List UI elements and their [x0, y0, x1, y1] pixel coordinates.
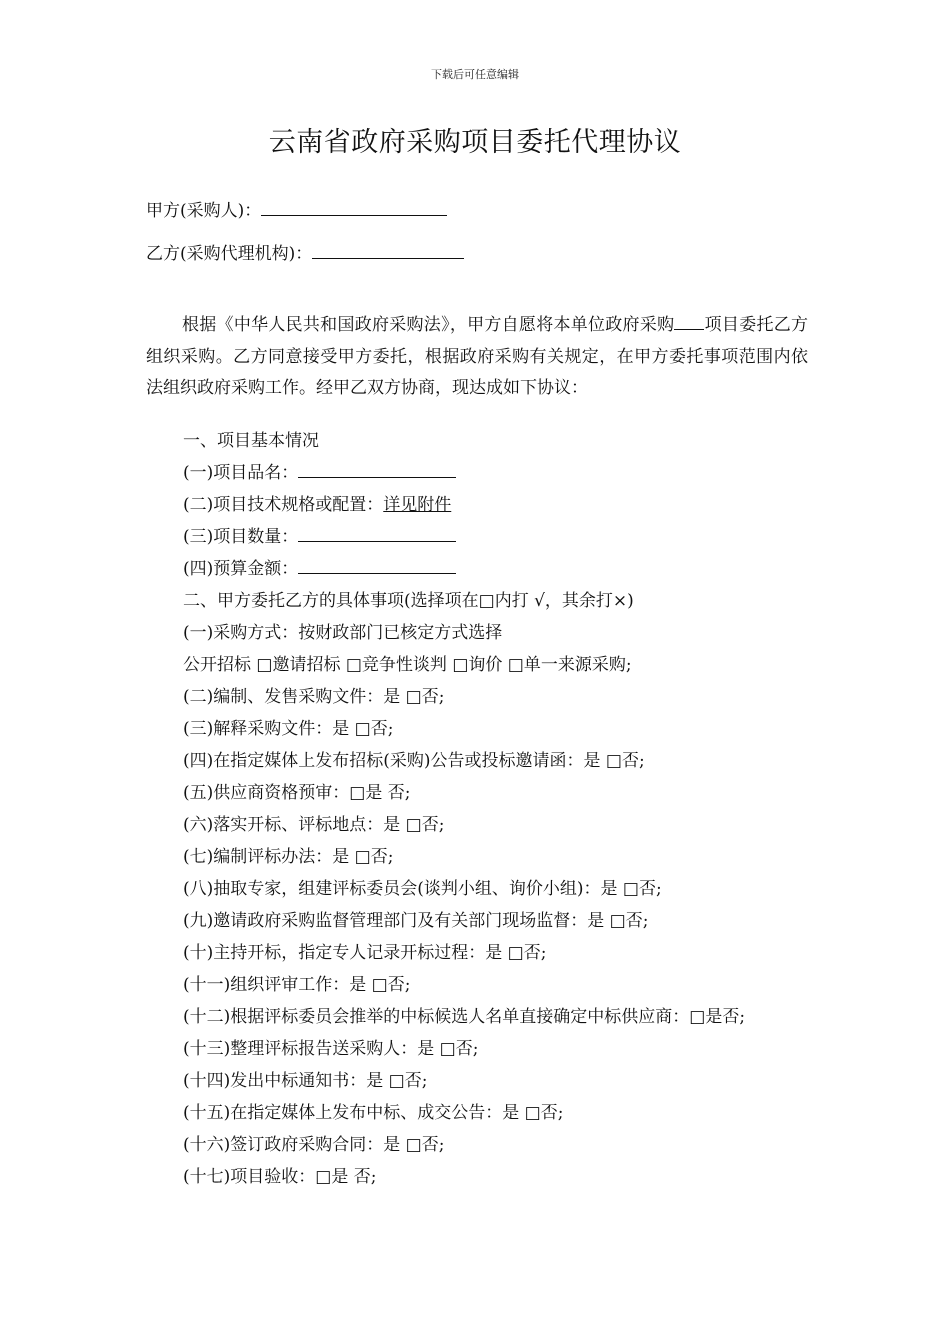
quantity-label: (三)项目数量：	[183, 527, 299, 547]
item-3-line[interactable]: (三)解释采购文件：是 □否;	[183, 719, 394, 739]
item-12-line[interactable]: (十二)根据评标委员会推举的中标候选人名单直接确定中标供应商：□是否;	[183, 1007, 746, 1027]
item-2-line[interactable]: (二)编制、发售采购文件：是 □否;	[183, 687, 445, 707]
party-a	[146, 196, 447, 221]
budget-blank[interactable]	[298, 557, 456, 574]
attachment-link[interactable]: 详见附件	[383, 495, 452, 515]
intro-text-1: 根据《中华人民共和国政府采购法》，甲方自愿将本单位政府采购	[182, 315, 675, 335]
procurement-method-line: (一)采购方式：按财政部门已核定方式选择	[183, 623, 503, 643]
budget-line	[146, 553, 808, 585]
item-7-line[interactable]: (七)编制评标办法：是 □否;	[183, 847, 394, 867]
quantity-line	[146, 521, 808, 553]
party-b-blank[interactable]	[312, 242, 464, 259]
item-5-line[interactable]: (五)供应商资格预审：□是 否;	[183, 783, 411, 803]
intro-text-2: 项目委托乙方组织采购。乙方同意接受甲方委托，根据政府采购有关规定，在甲方委托事项范围内依法组织政府采购工作。经甲乙双方协商，现达成如下协议：	[146, 315, 809, 398]
intro-paragraph	[146, 310, 808, 405]
item-17-line[interactable]: (十七)项目验收：□是 否;	[183, 1167, 377, 1187]
item-10-line[interactable]: (十)主持开标，指定专人记录开标过程：是 □否;	[183, 943, 547, 963]
item-8-line[interactable]: (八)抽取专家，组建评标委员会(谈判小组、询价小组)：是 □否;	[183, 879, 662, 899]
document-title: 云南省政府采购项目委托代理协议	[268, 127, 682, 158]
item-4-line[interactable]: (四)在指定媒体上发布招标(采购)公告或投标邀请函：是 □否;	[183, 751, 645, 771]
party-a-label: 甲方(采购人)：	[146, 201, 262, 221]
party-a-blank[interactable]	[261, 199, 447, 216]
agreement-body	[146, 425, 808, 1193]
party-b	[146, 239, 464, 264]
section-1-heading: 一、项目基本情况	[183, 431, 319, 451]
item-name-label: (一)项目品名：	[183, 463, 299, 483]
item-13-line[interactable]: (十三)整理评标报告送采购人：是 □否;	[183, 1039, 479, 1059]
item-11-line[interactable]: (十一)组织评审工作：是 □否;	[183, 975, 411, 995]
item-name-blank[interactable]	[298, 461, 456, 478]
quantity-blank[interactable]	[298, 525, 456, 542]
section-2-heading: 二、甲方委托乙方的具体事项(选择项在□内打 √，其余打×)	[183, 591, 634, 611]
item-9-line[interactable]: (九)邀请政府采购监督管理部门及有关部门现场监督：是 □否;	[183, 911, 649, 931]
spec-label: (二)项目技术规格或配置：	[183, 495, 384, 515]
spec-line	[146, 489, 808, 521]
budget-label: (四)预算金额：	[183, 559, 299, 579]
item-6-line[interactable]: (六)落实开标、评标地点：是 □否;	[183, 815, 445, 835]
party-b-label: 乙方(采购代理机构)：	[146, 244, 313, 264]
header-note: 下载后可任意编辑	[431, 68, 519, 81]
intro-blank[interactable]	[674, 315, 704, 330]
item-16-line[interactable]: (十六)签订政府采购合同：是 □否;	[183, 1135, 445, 1155]
procurement-method-options[interactable]: 公开招标 □邀请招标 □竞争性谈判 □询价 □单一来源采购;	[183, 655, 632, 675]
item-15-line[interactable]: (十五)在指定媒体上发布中标、成交公告：是 □否;	[183, 1103, 564, 1123]
item-name-line	[146, 457, 808, 489]
item-14-line[interactable]: (十四)发出中标通知书：是 □否;	[183, 1071, 428, 1091]
